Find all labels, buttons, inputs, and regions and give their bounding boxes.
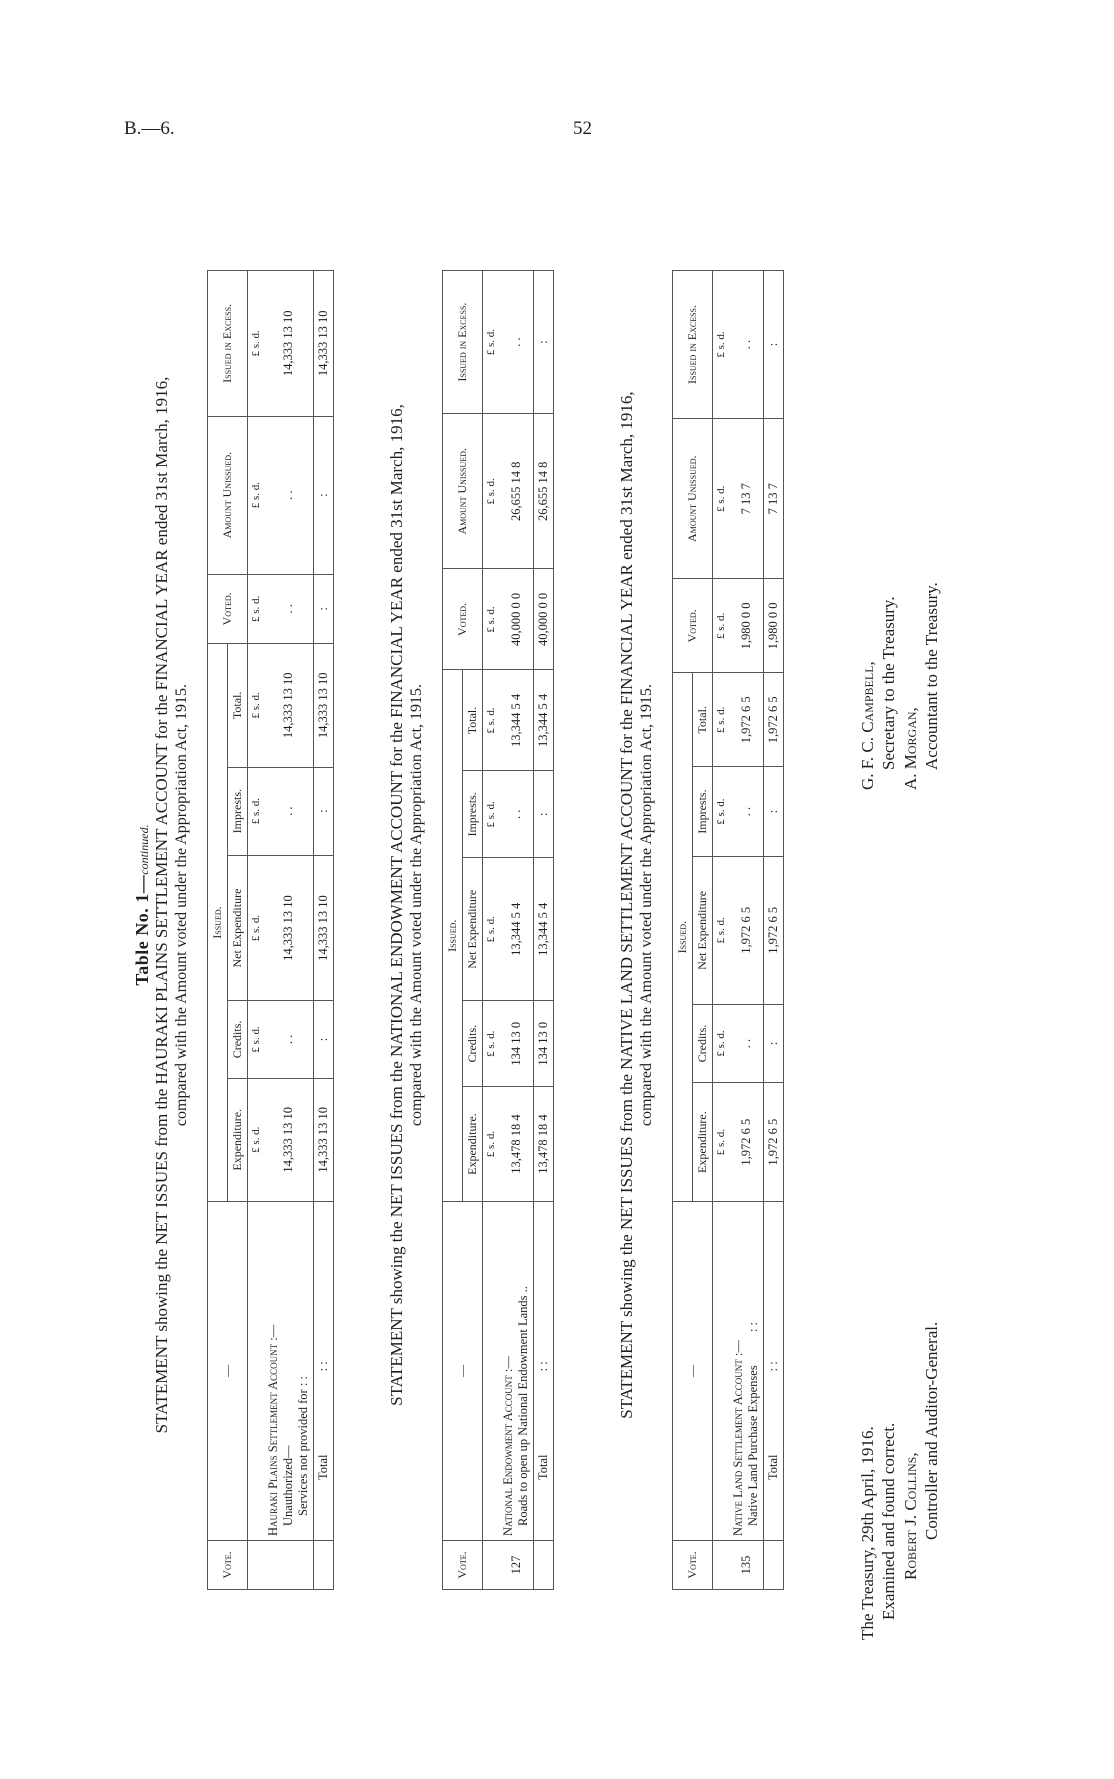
expenditure-header: Expenditure.	[228, 1078, 248, 1201]
net-expenditure-header: Net Expenditure	[693, 856, 713, 1004]
voted-cell: 1,980 0 0	[729, 579, 764, 673]
net-expenditure-cell: 14,333 13 10	[264, 855, 314, 1001]
vote-header: Vote.	[443, 1541, 483, 1590]
vote-cell: 135	[729, 1541, 764, 1590]
voted-header: Voted.	[208, 574, 248, 643]
unit-cell: £ s. d.	[483, 771, 500, 858]
voted-cell: 40,000 0 0	[499, 569, 534, 670]
description-cell: Native Land Settlement Account :— Native Land Purchase Expenses : :	[729, 1202, 764, 1541]
credits-header: Credits.	[228, 1001, 248, 1078]
total-imprests: :	[314, 767, 334, 855]
unissued-header: Amount Unissued.	[443, 414, 483, 569]
unit-cell: £ s. d.	[713, 1004, 730, 1082]
account-table-3	[672, 270, 784, 1590]
signoff-date: The Treasury, 29th April, 1916.	[858, 1426, 877, 1640]
unit-cell: £ s. d.	[483, 414, 500, 569]
unit-cell: £ s. d.	[713, 856, 730, 1004]
excess-header: Issued in Excess.	[443, 271, 483, 414]
table-row	[729, 271, 764, 1590]
statement-heading-1	[152, 170, 192, 1640]
unit-cell: £ s. d.	[248, 271, 265, 417]
signoff-left	[857, 1322, 942, 1640]
imprests-header: Imprests.	[463, 771, 483, 858]
statement-line-1: STATEMENT showing the NET ISSUES from the NATIONAL ENDOWMENT ACCOUNT for the FINANCIAL YEAR ended 31st March, 1916,	[387, 404, 406, 1406]
expenditure-header: Expenditure.	[693, 1083, 713, 1202]
unit-cell: £ s. d.	[713, 418, 730, 578]
total-cell: 1,972 6 5	[729, 673, 764, 767]
account-table-2	[442, 270, 554, 1590]
total-total: 13,344 5 4	[534, 670, 554, 771]
statement-heading-3	[617, 170, 657, 1640]
issued-header: Issued.	[443, 670, 463, 1202]
page-number: 52	[573, 118, 592, 139]
accountant-name: A. Morgan,	[900, 707, 920, 790]
excess-cell: 14,333 13 10	[264, 271, 314, 417]
total-row	[534, 271, 554, 1590]
total-credits: :	[314, 1001, 334, 1078]
total-header: Total.	[463, 670, 483, 771]
total-row	[314, 271, 334, 1590]
total-expenditure: 14,333 13 10	[314, 1078, 334, 1201]
unissued-header: Amount Unissued.	[208, 416, 248, 574]
voted-cell: . .	[264, 574, 314, 643]
total-expenditure: 1,972 6 5	[764, 1083, 784, 1202]
continued-label: continued.	[137, 824, 151, 875]
credits-header: Credits.	[693, 1004, 713, 1082]
auditor-name: Robert J. Collins,	[900, 1452, 920, 1580]
voted-header: Voted.	[673, 579, 713, 673]
total-label: Total : :	[314, 1202, 334, 1541]
table-caption	[132, 170, 153, 1640]
unit-cell: £ s. d.	[713, 673, 730, 767]
total-total: 14,333 13 10	[314, 644, 334, 767]
unit-cell: £ s. d.	[248, 1078, 265, 1201]
description-header: —	[208, 1202, 248, 1541]
total-cell: 13,344 5 4	[499, 670, 534, 771]
unit-cell: £ s. d.	[248, 767, 265, 855]
description-header: —	[673, 1202, 713, 1541]
imprests-header: Imprests.	[693, 767, 713, 857]
voted-header: Voted.	[443, 569, 483, 670]
accountant-title: Accountant to the Treasury.	[921, 582, 941, 770]
unissued-cell: 26,655 14 8	[499, 414, 534, 569]
excess-cell: . .	[729, 271, 764, 419]
secretary-title: Secretary to the Treasury.	[879, 596, 899, 770]
unit-cell: £ s. d.	[248, 574, 265, 643]
statement-line-2: compared with the Amount voted under the Appropriation Act, 1915.	[408, 683, 426, 1127]
imprests-cell: . .	[499, 771, 534, 858]
total-cell: 14,333 13 10	[264, 644, 314, 767]
total-label: Total : :	[534, 1202, 554, 1541]
description-cell: Hauraki Plains Settlement Account :— Unauthorized— Services not provided for : :	[264, 1202, 314, 1541]
statement-line-2: compared with the Amount voted under the Appropriation Act, 1915.	[638, 683, 656, 1127]
total-excess: 14,333 13 10	[314, 271, 334, 417]
unit-cell: £ s. d.	[483, 670, 500, 771]
expenditure-cell: 1,972 6 5	[729, 1083, 764, 1202]
total-total: 1,972 6 5	[764, 673, 784, 767]
net-expenditure-cell: 1,972 6 5	[729, 856, 764, 1004]
excess-header: Issued in Excess.	[673, 271, 713, 419]
excess-cell: . .	[499, 271, 534, 414]
expenditure-header: Expenditure.	[463, 1087, 483, 1202]
total-unissued: 7 13 7	[764, 418, 784, 578]
total-net: 13,344 5 4	[534, 858, 554, 1001]
unit-cell: £ s. d.	[713, 271, 730, 419]
unit-cell: £ s. d.	[483, 271, 500, 414]
credits-cell: . .	[729, 1004, 764, 1082]
unit-row	[713, 271, 730, 1590]
credits-cell: . .	[264, 1001, 314, 1078]
issued-header: Issued.	[673, 673, 693, 1202]
account-table-1	[207, 270, 334, 1590]
unissued-header: Amount Unissued.	[673, 418, 713, 578]
total-expenditure: 13,478 18 4	[534, 1087, 554, 1202]
total-header: Total.	[693, 673, 713, 767]
signoff-examined: Examined and found correct.	[879, 1422, 899, 1620]
total-voted: 1,980 0 0	[764, 579, 784, 673]
unit-cell: £ s. d.	[248, 644, 265, 767]
total-row	[764, 271, 784, 1590]
unit-cell: £ s. d.	[483, 1087, 500, 1202]
secretary-name: G. F. C. Campbell,	[858, 661, 877, 790]
net-expenditure-cell: 13,344 5 4	[499, 858, 534, 1001]
vote-cell: 127	[499, 1541, 534, 1590]
total-unissued: :	[314, 416, 334, 574]
unit-cell: £ s. d.	[248, 855, 265, 1001]
total-excess: :	[534, 271, 554, 414]
imprests-cell: . .	[729, 767, 764, 857]
statement-line-1: STATEMENT showing the NET ISSUES from the HAURAKI PLAINS SETTLEMENT ACCOUNT for the FINANCIAL YEAR ended 31st March, 1916,	[152, 376, 171, 1434]
net-expenditure-header: Net Expenditure	[463, 858, 483, 1001]
total-label: Total : :	[764, 1202, 784, 1541]
unit-cell: £ s. d.	[713, 579, 730, 673]
imprests-cell: . .	[264, 767, 314, 855]
total-excess: :	[764, 271, 784, 419]
table-row	[499, 271, 534, 1590]
unissued-cell: 7 13 7	[729, 418, 764, 578]
unit-cell: £ s. d.	[483, 569, 500, 670]
unit-cell: £ s. d.	[713, 767, 730, 857]
expenditure-cell: 13,478 18 4	[499, 1087, 534, 1202]
auditor-title: Controller and Auditor-General.	[921, 1321, 941, 1540]
total-credits: 134 13 0	[534, 1001, 554, 1087]
table-row	[264, 271, 314, 1590]
statement-line-2: compared with the Amount voted under the Appropriation Act, 1915.	[173, 683, 191, 1127]
unit-cell: £ s. d.	[483, 1001, 500, 1087]
unit-cell: £ s. d.	[248, 416, 265, 574]
statement-line-1: STATEMENT showing the NET ISSUES from the NATIVE LAND SETTLEMENT ACCOUNT for the FINANCIAL YEAR ended 31st March, 1916,	[617, 391, 636, 1419]
total-net: 14,333 13 10	[314, 855, 334, 1001]
unissued-cell: . .	[264, 416, 314, 574]
table-title: Table No. 1—	[132, 874, 152, 986]
total-imprests: :	[764, 767, 784, 857]
vote-cell	[264, 1541, 314, 1590]
total-voted: :	[314, 574, 334, 643]
description-cell: National Endowment Account :— Roads to open up National Endowment Lands ..	[499, 1202, 534, 1541]
imprests-header: Imprests.	[228, 767, 248, 855]
vote-header: Vote.	[673, 1541, 713, 1590]
credits-header: Credits.	[463, 1001, 483, 1087]
statement-heading-2	[387, 170, 427, 1640]
vote-header: Vote.	[208, 1541, 248, 1590]
total-net: 1,972 6 5	[764, 856, 784, 1004]
total-voted: 40,000 0 0	[534, 569, 554, 670]
expenditure-cell: 14,333 13 10	[264, 1078, 314, 1201]
excess-header: Issued in Excess.	[208, 271, 248, 417]
total-unissued: 26,655 14 8	[534, 414, 554, 569]
unit-cell: £ s. d.	[483, 858, 500, 1001]
unit-cell: £ s. d.	[713, 1083, 730, 1202]
signoff-right	[857, 582, 942, 790]
total-imprests: :	[534, 771, 554, 858]
description-header: —	[443, 1202, 483, 1541]
total-header: Total.	[228, 644, 248, 767]
unit-row	[483, 271, 500, 1590]
unit-row	[248, 271, 265, 1590]
net-expenditure-header: Net Expenditure	[228, 855, 248, 1001]
credits-cell: 134 13 0	[499, 1001, 534, 1087]
rotated-page-content	[132, 170, 1032, 1640]
unit-cell: £ s. d.	[248, 1001, 265, 1078]
report-code: B.—6.	[124, 118, 175, 139]
issued-header: Issued.	[208, 644, 228, 1202]
total-credits: :	[764, 1004, 784, 1082]
